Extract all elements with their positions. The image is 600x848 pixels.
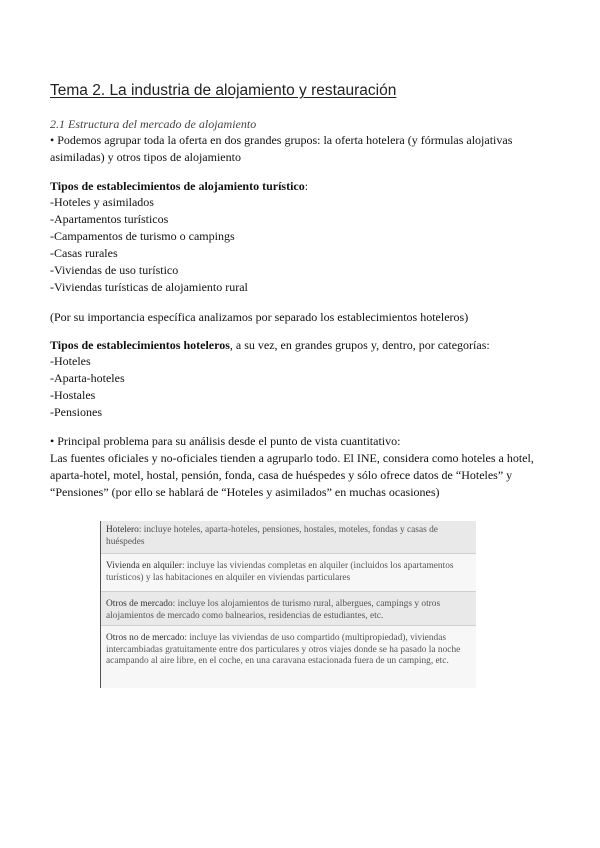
intro-paragraph: • Podemos agrupar toda la oferta en dos grandes grupos: la oferta hotelera (y fórmulas alojativas asimiladas) y otros tipos de alojamiento [50,133,513,164]
row-label: Hotelero [106,525,139,535]
table-row [101,521,476,554]
list-item: -Campamentos de turismo o campings [50,229,235,243]
row-label: Otros de mercado [106,599,173,609]
nota-paragraph: (Por su importancia específica analizamos por separado los establecimientos hoteleros) [50,310,469,324]
section-subtitle: 2.1 Estructura del mercado de alojamiento [50,117,257,131]
list-item: -Viviendas de uso turístico [50,263,179,277]
problema-paragraph: Las fuentes oficiales y no-oficiales tienden a agruparlo todo. El INE, considera como hoteles a hotel, aparta-hotel, motel, hostal, pensión, fonda, casa de huéspedes y sólo ofrece datos de “Hoteles” y “Pensiones” (por ello se hablará de “Hoteles y asimilados” en muchas ocasiones) [50,451,534,499]
row-text: : incluye hoteles, aparta-hoteles, pensiones, hostales, moteles, fondas y casas de huéspedes [106,525,438,547]
tipos-alojamiento-heading-line [50,178,308,195]
tipos-alojamiento-heading-suffix: : [304,179,309,193]
table-row [101,626,476,688]
list-item: -Hoteles [50,354,91,368]
list-item: -Viviendas turísticas de alojamiento rural [50,280,248,294]
row-text: : incluye las viviendas de uso compartido (multipropiedad), viviendas intercambiadas gratuitamente entre dos particulares y otros viajes donde se ha pasado la noche acampando al aire libre, en el coche, en una caravana estacionada fuera de un camping, etc. [106,633,461,666]
page-title: Tema 2. La industria de alojamiento y restauración [50,82,397,99]
tipos-hoteleros-heading-suffix: , a su vez, en grandes grupos y, dentro, por categorías: [229,338,490,352]
problema-bullet: • Principal problema para su análisis desde el punto de vista cuantitativo: [50,434,401,448]
list-item: -Aparta-hoteles [50,371,125,385]
row-text: : incluye las viviendas completas en alquiler (incluidos los apartamentos turísticos) y las habitaciones en alquiler en viviendas particulares [106,561,454,583]
table-row [101,554,476,592]
list-item: -Hoteles y asimilados [50,195,154,209]
row-label: Otros no de mercado [106,633,185,643]
list-item: -Pensiones [50,405,102,419]
table-row [101,592,476,626]
tipos-hoteleros-heading: Tipos de establecimientos hoteleros [50,338,230,352]
alojamiento-types-table [100,521,476,688]
row-label: Vivienda en alquiler [106,561,182,571]
list-item: -Casas rurales [50,246,118,260]
list-item: -Hostales [50,388,96,402]
list-item: -Apartamentos turísticos [50,212,169,226]
tipos-alojamiento-heading: Tipos de establecimientos de alojamiento turístico [50,179,305,193]
tipos-hoteleros-heading-line [50,337,490,354]
row-text: : incluye los alojamientos de turismo rural, albergues, campings y otros alojamientos de mercado como balnearios, residencias de estudiantes, etc. [106,599,441,621]
